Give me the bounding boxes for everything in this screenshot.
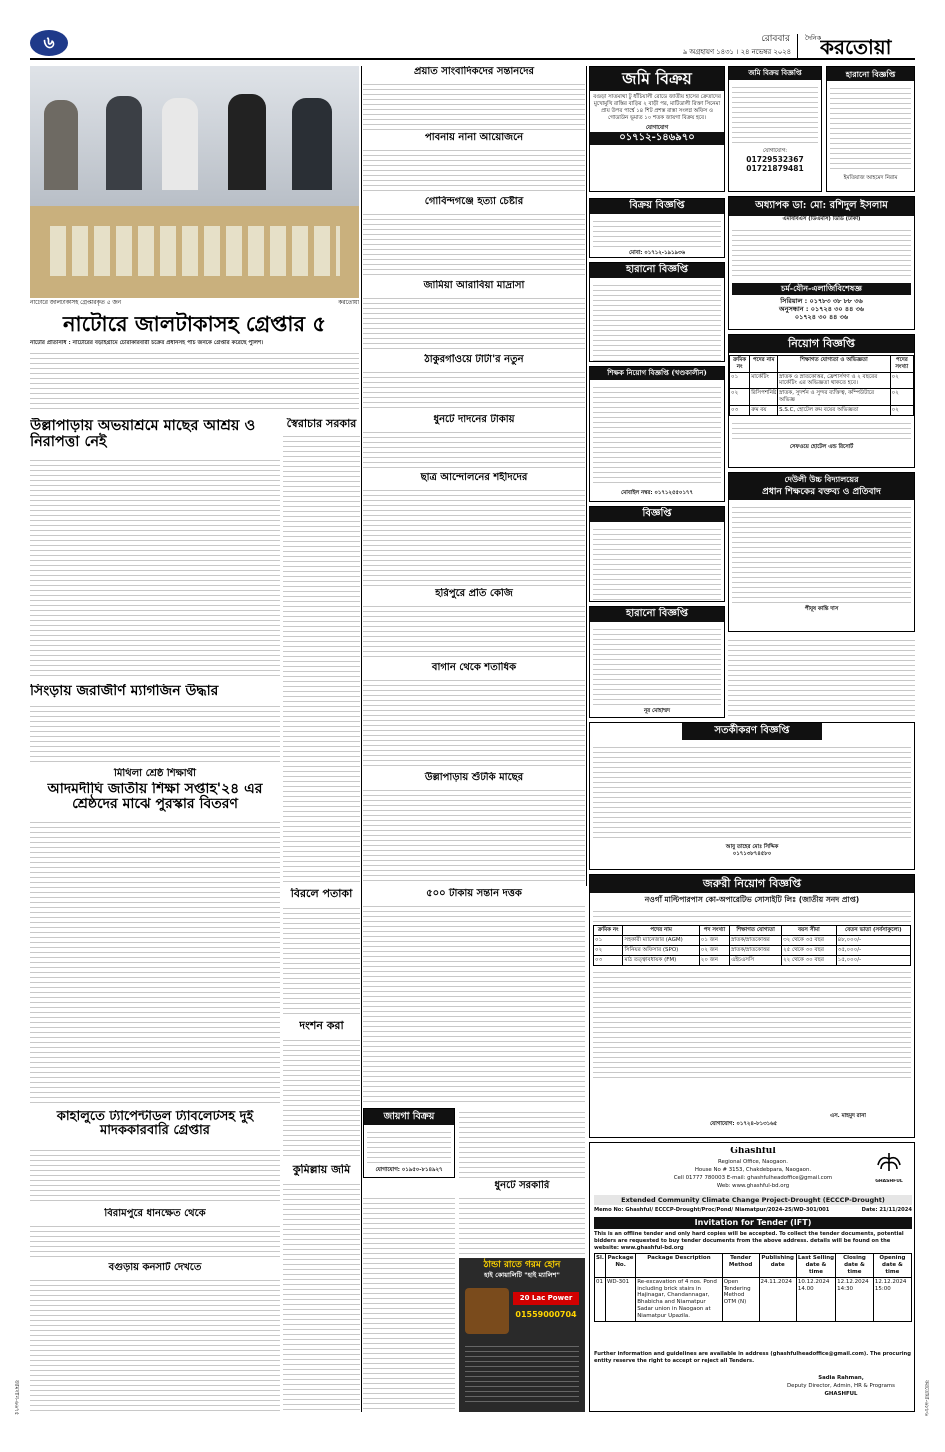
lead-photo: [30, 66, 359, 298]
recruitment-row-cell: রুম বয়: [750, 406, 778, 416]
jobs-row: [594, 955, 911, 965]
issue-date: ৯ অগ্রহায়ণ ১৪৩১ । ২৪ নভেম্বর ২০২৪: [682, 48, 791, 56]
ad-jomi-contact: যোগাযোগ: [645, 125, 669, 132]
ad-recruitment: [728, 334, 915, 468]
paper-name-small: দৈনিক: [805, 34, 822, 42]
masthead: [0, 0, 945, 62]
ad-bigyopti: [728, 472, 915, 632]
jobs-row-cell: স্নাতক/স্নাতকোত্তর: [730, 936, 782, 946]
lead-lede: নাটোর প্রতিনিধি : নাটোরের বড়াইগ্রামে চোরাকারবারী চক্রের প্রধানসহ পাঁচ জনকে গ্রেপ্তার করেছে পুলিশ।: [30, 340, 264, 346]
recruitment-header-cell: শিক্ষাগত যোগ্যতা ও অভিজ্ঞতা: [778, 355, 890, 372]
headline-dhunat-govt: ধুনটে সরকারি: [459, 1180, 585, 1191]
ad-jobs-org: নওগাঁ মাল্টিপারপাস কো-অপারেটিভ সোসাইটি লিঃ (জাতীয় সনদ প্রাপ্ত): [644, 894, 860, 904]
jobs-row-cell: ২২ থেকে ৩০ বছর: [782, 955, 837, 965]
story-title-birampur: বিরামপুরে ধানক্ষেত থেকে: [104, 1208, 206, 1219]
ad-jobs-title: জরুরী নিয়োগ বিজ্ঞপ্তি: [590, 875, 914, 893]
ad-sale-notice: [589, 198, 725, 258]
ad-lost-three-signer: নূর মোহাম্মদ: [643, 707, 671, 714]
tender-office: Regional Office, Naogaon.: [718, 1159, 788, 1165]
tender-cell: 10.12.2024 14.00: [796, 1277, 835, 1321]
story-body-cumilla: [283, 1180, 360, 1412]
headline-gobindaganj: গোবিন্দগঞ্জে হত্যা চেষ্টার: [424, 196, 524, 207]
tender-cell: 12.12.2024 14:30: [836, 1277, 874, 1321]
ad-sale-phone: মোবা: ০১৭১২-১৯১৯৩৬: [628, 249, 686, 256]
ad-tea-phone: 01559000704: [515, 1310, 577, 1319]
jobs-row: [594, 945, 911, 955]
tender-header-cell: Closing date & time: [836, 1254, 874, 1278]
jobs-header-cell: বেতন ভাতা (সর্বসাকুল্যে): [836, 926, 910, 936]
ghashful-logo-text: GHASHFUL: [875, 1179, 903, 1184]
recruitment-header-cell: ক্রমিক নং: [730, 355, 750, 372]
story-body-adamdighi: [30, 818, 280, 1106]
lead-body: [30, 340, 359, 412]
jobs-row-cell: ২০ জন: [699, 955, 729, 965]
ad-tea-sub: হাই কোয়ালিটি "হাই ম্যালিশ": [484, 1270, 560, 1279]
recruitment-row-cell: ০৩: [730, 406, 750, 416]
story-body-swairachar: [283, 432, 360, 884]
tender-project: Extended Community Climate Change Project-Drought (ECCCP-Drought): [594, 1195, 912, 1205]
story-body-magazine: [30, 702, 280, 764]
headline-martyrs: ছাত্র আন্দোলনের শহীদদের: [420, 472, 528, 483]
ad-lost-one-title: হারানো বিজ্ঞপ্তি: [827, 67, 914, 81]
ad-jomi-notice-contact: যোগাযোগ:: [762, 147, 788, 154]
ad-jomi-notice-phone-1: 01729532367: [746, 154, 804, 164]
recruitment-row-cell: ০২: [890, 406, 913, 416]
lead-headline: নাটোরে জালটাকাসহ গ্রেপ্তার ৫: [62, 312, 327, 336]
story-body-bogura-concert: [30, 1276, 280, 1412]
side-code-left: জামদানি-৬৬৭৫: [12, 1380, 19, 1416]
ad-teacher-title: শিক্ষক নিয়োগ বিজ্ঞপ্তি (খণ্ডকালীন): [590, 367, 724, 380]
ad-doctor-title: অধ্যাপক ডা: মো: রশিদুল ইসলাম: [729, 197, 914, 216]
recruitment-row-cell: ০২: [890, 389, 913, 406]
headline-haripur: হরিপুরে প্রতি কেজি: [435, 588, 513, 599]
tender-address: House No # 3153, Chakdebpara, Naogaon.: [694, 1167, 812, 1173]
story-title-dongshon: দংশন করা: [299, 1020, 344, 1032]
ad-bigyopti-title: দেউলী উচ্চ বিদ্যালয়ের: [729, 473, 914, 485]
ad-doctor-inquiry: অনুসন্ধান : ০১৭২৪ ৩০ ৪৪ ৩৬: [778, 304, 865, 313]
lead-photo-credit: করতোয়া: [338, 300, 359, 306]
tender-header-cell: Opening date & time: [873, 1254, 911, 1278]
ad-jomi-bikroy: [589, 66, 725, 192]
jobs-row-cell: ০৩: [594, 955, 623, 965]
story-body-birampur: [30, 1222, 280, 1260]
ad-jomi-notice-phone-2: 01721879481: [746, 164, 804, 174]
ad-bigyopti-school: [589, 506, 725, 602]
recruitment-header-cell: পদের নাম: [750, 355, 778, 372]
tender-header-cell: Last Selling date & time: [796, 1254, 835, 1278]
ad-doctor-degree: এমবিবিএস (ডিএমসি) ডিডি (ঢাকা): [782, 215, 861, 222]
tender-header-cell: Package No.: [605, 1254, 635, 1278]
ad-lost-one: [826, 66, 915, 192]
story-title-swairachar: স্বৈরাচার সরকার: [283, 418, 360, 430]
jobs-row-cell: ১৫,০০০/-: [836, 955, 910, 965]
story-body-abhayashram: [30, 456, 280, 678]
ad-jomi-body: বগুড়া সাতমাথা টু ধাঁচিয়ালী রোডে জাতীয় হাসের ক্রেতাদের মুখোমুখি রাস্তির বাড়ির ২ বাড়ী পর, মাটিডালী রিক্তা সিনেমা প্রায় উপর পার্শ্বে ১৪ শিট প্রশস্ত রাস্তা সংলগ্ন অফিস ও গোডাউন ভূমাত ১০ শতক জায়গা বিক্রয় হবে।: [593, 94, 721, 122]
headline-bagan: বাগান থেকে শতাধিক: [431, 662, 517, 673]
headline-pabna: পাবনায় নানা আয়োজনে: [424, 132, 524, 143]
jobs-row-cell: ৪৮,০০০/-: [836, 936, 910, 946]
jobs-header-cell: বয়স সীমা: [782, 926, 837, 936]
tender-header-cell: Publishing date: [759, 1254, 796, 1278]
headline-shutki: উল্লাপাড়ায় শুঁটকি মাছের: [424, 772, 524, 783]
ad-warning: [589, 722, 915, 870]
jobs-row-cell: স্নাতক/স্নাতকোত্তর: [730, 945, 782, 955]
tender-cell: WD-301: [605, 1277, 635, 1321]
jobs-row-cell: ০২ জন: [699, 945, 729, 955]
ad-tea-title: ঠান্ডা রাতে গরম হোন: [483, 1260, 561, 1270]
jobs-row-cell: এইচএসসি: [730, 955, 782, 965]
tender-header-cell: Package Description: [636, 1254, 723, 1278]
ad-lost-two-title: হারানো বিজ্ঞপ্তি: [590, 263, 724, 278]
ad-jayga-phone: যোগাযোগ: ০১৯৫০-৮১৪৯২৭: [375, 1166, 443, 1173]
ad-doctor-phone-extra: ০১৭২৪ ৩০ ৪৪ ৩৬: [794, 312, 849, 321]
recruitment-row-cell: রিসিপশনিষ্ট: [750, 389, 778, 406]
recruitment-header-cell: পদের সংখ্যা: [890, 355, 913, 372]
recruitment-row: [730, 372, 914, 389]
tender-cell: 12.12.2024 15:00: [873, 1277, 911, 1321]
ad-jomi-phone: ০১৭১২-১৪৬৯৭০: [590, 132, 724, 145]
ad-tea: [459, 1258, 585, 1412]
side-code-right: করতোয়া-৬৮৮৬: [922, 1380, 929, 1416]
ad-warning-title: সতর্কীকরণ বিজ্ঞপ্তি: [682, 723, 822, 740]
ad-teacher-phone: মোবাইল নম্বর: ০১৭১২৫৫০১৭৭: [621, 489, 693, 496]
recruitment-row-cell: স্নাতক, সুদর্শন ও সুন্দর ব্যক্তিত্ব, কম্পিউটারে অভিজ্ঞ: [778, 389, 890, 406]
ad-tea-power: 20 Lac Power: [513, 1292, 579, 1305]
tender-footer: Further information and guidelines are available in address (ghashfulheadoffice@gmail.com). The procuring entity reserve the right to accept or reject all Tenders.: [594, 1351, 911, 1364]
headline-jamia: জামিয়া আরাবিয়া মাদ্রাসা: [423, 280, 525, 291]
story-kicker-mithila: মিথিলা শ্রেষ্ঠ শিক্ষার্থী: [113, 768, 197, 779]
tender-cell: Re-excavation of 4 nos. Pond including brick stairs in Hajinagar, Chandannagar, Bhabicha and Niamatpur Sadar union in Naogaon at Niamatpur Upazila.: [636, 1277, 723, 1321]
headline-thakurgaon: ঠাকুরগাঁওয়ে টাটা'র নতুন: [424, 354, 524, 365]
column-two: [363, 66, 585, 1412]
story-title-kahalu: কাহালুতে ট্যাপেন্টাডল ট্যাবলেটসহ দুই মাদককারবারি গ্রেপ্তার: [56, 1110, 254, 1139]
tender-signer-name: Sadia Rahman,: [818, 1375, 864, 1381]
jobs-row-cell: ০২: [594, 945, 623, 955]
recruitment-row-cell: ০২: [890, 372, 913, 389]
lead-photo-caption: নাটোরে জালটাকাসহ গ্রেপ্তারকৃত ৫ জন: [30, 300, 121, 306]
jobs-header-cell: পদ সংখ্যা: [699, 926, 729, 936]
recruitment-row: [730, 389, 914, 406]
ad-doctor-specialty: চর্ম-যৌন-এলার্জিবিশেষজ্ঞ: [732, 283, 911, 295]
jobs-row-cell: ৩২ থেকে ৩৫ বছর: [782, 936, 837, 946]
ad-recruitment-table: [729, 355, 914, 416]
headline-journalists: প্রয়াত সাংবাদিকদের সন্তানদের: [413, 66, 535, 77]
tender-website[interactable]: Web: www.ghashful-bd.org: [716, 1183, 790, 1189]
jobs-row-cell: ০১ জন: [699, 936, 729, 946]
ad-jobs-signer: এস. মাহমুদ রানা: [830, 1113, 866, 1119]
story-title-bogura-concert: বগুড়ায় কনসার্ট দেখতে: [108, 1262, 202, 1273]
ad-lost-one-name: ইমতিয়াজ আহমেদ নিরাম: [843, 175, 898, 181]
ad-jayga-title: জায়গা বিক্রয়: [364, 1109, 454, 1125]
ad-lost-two: [589, 262, 725, 362]
story-title-magazine: সিংড়ায় জরাজীর্ণ ম্যাগজিন উদ্ধার: [30, 684, 219, 699]
jobs-row: [594, 936, 911, 946]
tender-cell: 01: [595, 1277, 606, 1321]
story-body-dongshon: [283, 1036, 360, 1160]
tender-itf: Invitation for Tender (IFT): [594, 1217, 912, 1229]
ad-teacher: [589, 366, 725, 502]
recruitment-row-cell: স্নাতক ও স্নাতকোত্তর, ফ্রেশার্সগণ ও ২ বছরের মার্কেটিং এর অভিজ্ঞতা থাকতে হবে।: [778, 372, 890, 389]
story-title-cumilla: কুমিল্লায় জমি: [292, 1164, 351, 1176]
page-number-badge: ৬: [30, 30, 68, 56]
tender-org: Ghashful: [730, 1147, 776, 1156]
jobs-row-cell: মাঠ তত্ত্বাবধায়ক (FM): [623, 955, 699, 965]
tender-cell: 24.11.2024: [759, 1277, 796, 1321]
paper-name: করতোয়া: [820, 36, 892, 58]
issue-day: রোববার: [761, 34, 790, 44]
tender-signer-title: Deputy Director, Admin, HR & Programs: [787, 1383, 895, 1389]
tender-cell: Open Tendering Method OTM (N): [722, 1277, 759, 1321]
ad-bigyopti-signer: পীযূষ কান্তি দাস: [804, 606, 839, 613]
jobs-row-cell: সহকারী ম্যানেজার (AGM): [623, 936, 699, 946]
tender-contact: Cell 01777 780003 E-mail: ghashfulheadoffice@gmail.com: [673, 1175, 833, 1181]
jobs-header-cell: পদের নাম: [623, 926, 699, 936]
recruitment-row-cell: ০১: [730, 372, 750, 389]
story-body-biral: [283, 904, 360, 1016]
story-title-biral: বিরলে পতাকা: [290, 888, 353, 900]
recruitment-row-cell: ০২: [730, 389, 750, 406]
ad-doctor-serial: সিরিয়াল : ০১৭৮৩ ৩৮ ৮৮ ৩৬: [780, 296, 863, 305]
ad-jomi-title: জমি বিক্রয়: [590, 67, 724, 91]
ad-doctor: [728, 196, 915, 330]
ad-lost-three: [589, 606, 725, 718]
jobs-row-cell: ০১: [594, 936, 623, 946]
ad-jobs: [589, 874, 915, 1138]
tender-signer-org: GHASHFUL: [824, 1391, 858, 1397]
tender-intro: This is an offline tender and only hard copies will be accepted. To collect the tender documents, potential bidders are requested to buy tender documents from the above address. details will be found on the website: www.ghashful-bd.org: [594, 1231, 904, 1251]
ad-jobs-contact: যোগাযোগ: ০১৭২৪-৮১৩১৬৫: [710, 1121, 778, 1127]
ad-jayga-bikroy: [363, 1108, 455, 1178]
ad-lost-three-title: হারানো বিজ্ঞপ্তি: [590, 607, 724, 622]
ad-warning-signer: আবু তাহের মোঃ সিদ্দিক: [725, 843, 779, 850]
jobs-header-cell: ক্রমিক নং: [594, 926, 623, 936]
recruitment-row-cell: S.S.C, হোটেল রুম বয়ের অভিজ্ঞতা: [778, 406, 890, 416]
tender-header-cell: Sl.: [595, 1254, 606, 1278]
tender-memo-date: Date: 21/11/2024: [861, 1207, 912, 1213]
ad-recruitment-hotel: সেফওয়ে হোটেল এন্ড রিসোর্ট: [789, 443, 854, 450]
ad-recruitment-title: নিয়োগ বিজ্ঞপ্তি: [729, 335, 914, 353]
ad-bigyopti-school-title: বিজ্ঞপ্তি: [590, 507, 724, 522]
ad-bigyopti-school: প্রধান শিক্ষকের বক্তব্য ও প্রতিবাদ: [729, 485, 914, 500]
recruitment-row: [730, 406, 914, 416]
tender-header-cell: Tender Method: [722, 1254, 759, 1278]
recruitment-row-cell: মার্কেটিং: [750, 372, 778, 389]
tender-table: [594, 1253, 912, 1322]
ad-warning-phone: ০১৭১৩৮৭৪৫৮০: [732, 850, 772, 857]
ad-jomi-notice-title: জমি বিক্রয় বিজ্ঞপ্তি: [729, 67, 821, 80]
headline-adoption: ৫০০ টাকায় সন্তান দত্তক: [426, 888, 522, 899]
tender-memo: Memo No: Ghashful/ ECCCP-Drought/Proc/Pond/ Niamatpur/2024-25/WD-301/001: [594, 1207, 830, 1213]
jobs-header-cell: শিক্ষাগত যোগ্যতা: [730, 926, 782, 936]
ad-jobs-table: [593, 925, 911, 966]
ghashful-logo-icon: [874, 1151, 904, 1177]
jobs-row-cell: সিনিয়র অফিসার (SPO): [623, 945, 699, 955]
ad-sale-title: বিক্রয় বিজ্ঞপ্তি: [590, 199, 724, 214]
headline-dhunat-dadon: ধুনটে দাদনের টাকায়: [433, 414, 515, 425]
jobs-row-cell: ৩৫,০০০/-: [836, 945, 910, 955]
ad-jomi-notice: [728, 66, 822, 192]
story-body-kahalu: [30, 1146, 280, 1204]
story-title-abhayashram: উল্লাপাড়ায় অভয়াশ্রমে মাছের আশ্রয় ও নিরাপত্তা নেই: [30, 418, 256, 450]
story-title-adamdighi: আদমদীঘি জাতীয় শিক্ষা সপ্তাহ'২৪ এর শ্রেষ্ঠদের মাঝে পুরস্কার বিতরণ: [47, 782, 263, 813]
tender-notice: [589, 1142, 915, 1412]
jobs-row-cell: ২৫ থেকে ৩০ বছর: [782, 945, 837, 955]
